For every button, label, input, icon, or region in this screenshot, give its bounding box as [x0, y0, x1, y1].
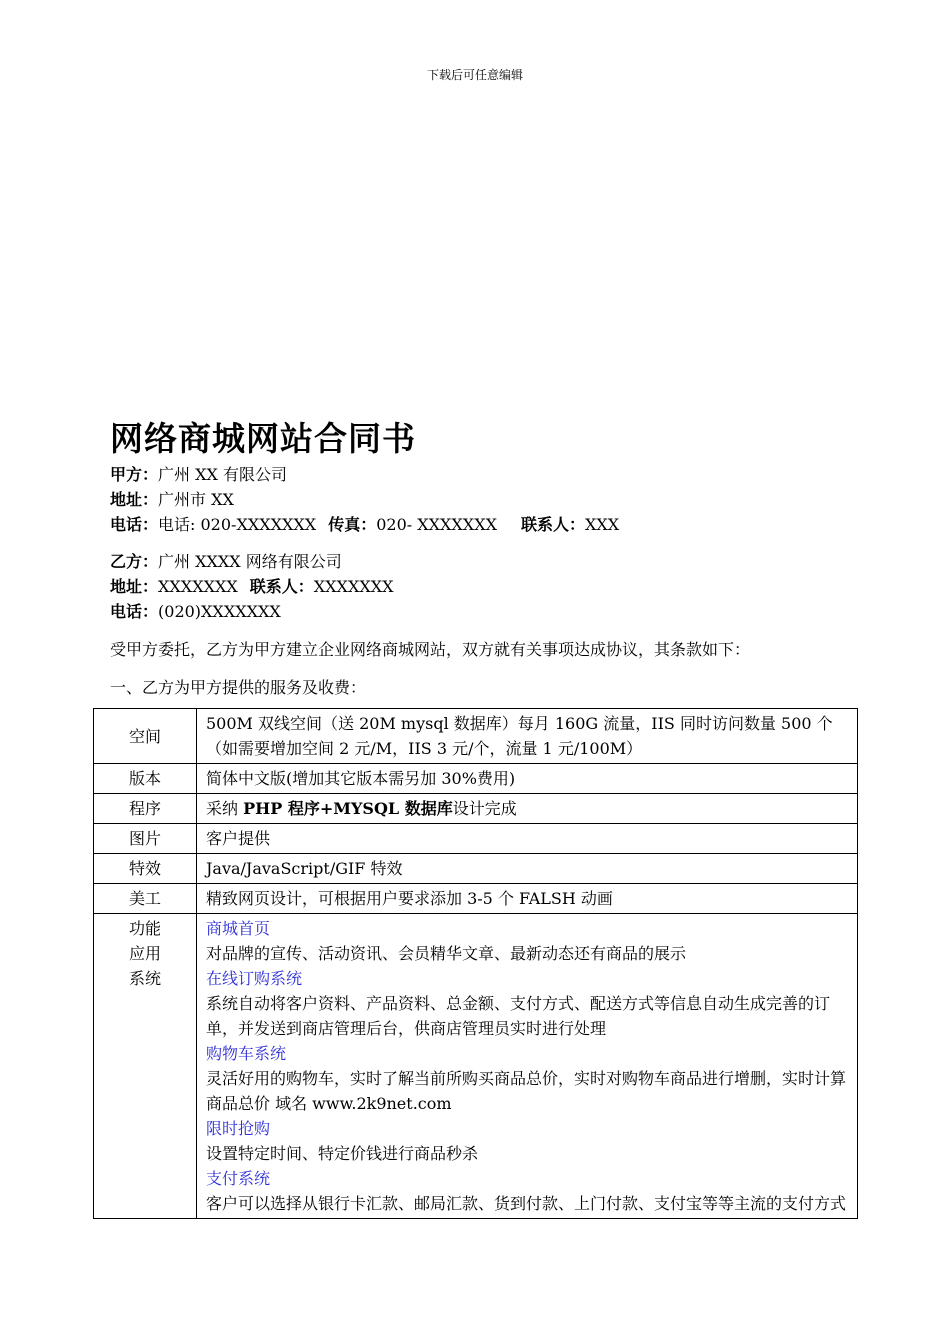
feature-desc-payment: 客户可以选择从银行卡汇款、邮局汇款、货到付款、上门付款、支付宝等等主流的支付方式	[206, 1194, 847, 1213]
row-key-image: 图片	[94, 824, 197, 854]
row-key-version: 版本	[94, 764, 197, 794]
table-row	[94, 794, 858, 824]
row-key-effect: 特效	[94, 854, 197, 884]
party-a-contact-label: 联系人：	[520, 515, 585, 534]
party-a-label: 甲方：	[110, 465, 159, 484]
party-a-address: 广州市 XX	[158, 490, 234, 509]
party-a-contact: XXX	[584, 515, 620, 534]
feature-desc-home: 对品牌的宣传、活动资讯、会员精华文章、最新动态还有商品的展示	[206, 944, 687, 963]
row-value-effect: Java/JavaScript/GIF 特效	[197, 854, 858, 884]
feature-title-home: 商城首页	[206, 919, 271, 938]
section-heading: 一、乙方为甲方提供的服务及收费：	[110, 678, 367, 697]
feature-title-payment: 支付系统	[206, 1169, 271, 1188]
party-b-address-label: 地址：	[110, 577, 159, 596]
party-b-phone-line	[110, 599, 281, 622]
party-a-phone: 电话: 020-XXXXXXX	[158, 515, 317, 534]
row-key-program: 程序	[94, 794, 197, 824]
table-row	[94, 884, 858, 914]
feature-title-order: 在线订购系统	[206, 969, 303, 988]
row-value-version: 简体中文版(增加其它版本需另加 30%费用)	[197, 764, 858, 794]
party-a-address-label: 地址：	[110, 490, 159, 509]
row-key-functions	[94, 914, 197, 1219]
table-row	[94, 914, 858, 1219]
table-row	[94, 824, 858, 854]
feature-desc-order: 系统自动将客户资料、产品资料、总金额、支付方式、配送方式等信息自动生成完善的订单，并发送到商店管理后台，供商店管理员实时进行处理	[206, 994, 831, 1038]
party-b-contact: XXXXXXX	[313, 577, 394, 596]
party-a-name: 广州 XX 有限公司	[158, 465, 287, 484]
row-value-program	[197, 794, 858, 824]
services-table	[93, 708, 858, 1219]
row-value-image: 客户提供	[197, 824, 858, 854]
program-prefix: 采纳	[206, 799, 244, 818]
party-a-address-line	[110, 487, 234, 510]
feature-title-flash-sale: 限时抢购	[206, 1119, 271, 1138]
function-key-line: 应用	[128, 944, 161, 963]
function-key-line: 功能	[128, 919, 161, 938]
party-a-phone-label: 电话：	[110, 515, 159, 534]
party-b-label: 乙方：	[110, 552, 159, 571]
feature-desc-cart: 灵活好用的购物车，实时了解当前所购买商品总价，实时对购物车商品进行增删，实时计算商品总价 域名 www.2k9net.com	[206, 1069, 847, 1113]
row-key-art: 美工	[94, 884, 197, 914]
party-a-line	[110, 462, 287, 485]
table-row	[94, 709, 858, 764]
party-b-phone: (020)XXXXXXX	[158, 602, 281, 621]
row-value-functions	[197, 914, 858, 1219]
row-value-art: 精致网页设计，可根据用户要求添加 3-5 个 FALSH 动画	[197, 884, 858, 914]
row-key-space: 空间	[94, 709, 197, 764]
program-tech: PHP 程序+MYSQL 数据库	[243, 799, 453, 818]
party-b-contact-label: 联系人：	[249, 577, 314, 596]
party-b-address-line	[110, 574, 394, 597]
party-b-address: XXXXXXX	[158, 577, 238, 596]
party-b-phone-label: 电话：	[110, 602, 159, 621]
party-a-fax: 020- XXXXXXX	[376, 515, 497, 534]
program-suffix: 设计完成	[452, 799, 517, 818]
document-title: 网络商城网站合同书	[110, 419, 416, 458]
party-a-fax-label: 传真：	[328, 515, 377, 534]
party-b-line	[110, 549, 342, 572]
table-row	[94, 854, 858, 884]
party-b-name: 广州 XXXX 网络有限公司	[158, 552, 342, 571]
table-row	[94, 764, 858, 794]
intro-paragraph: 受甲方委托，乙方为甲方建立企业网络商城网站，双方就有关事项达成协议，其条款如下：	[110, 640, 751, 659]
function-key-line: 系统	[128, 969, 161, 988]
page-header: 下载后可任意编辑	[426, 68, 523, 82]
party-a-phone-line	[110, 512, 619, 535]
feature-desc-flash-sale: 设置特定时间、特定价钱进行商品秒杀	[206, 1144, 479, 1163]
feature-title-cart: 购物车系统	[206, 1044, 287, 1063]
row-value-space: 500M 双线空间（送 20M mysql 数据库）每月 160G 流量，IIS 同时访问数量 500 个（如需要增加空间 2 元/M，IIS 3 元/个，流量 1 元/100M）	[197, 709, 858, 764]
